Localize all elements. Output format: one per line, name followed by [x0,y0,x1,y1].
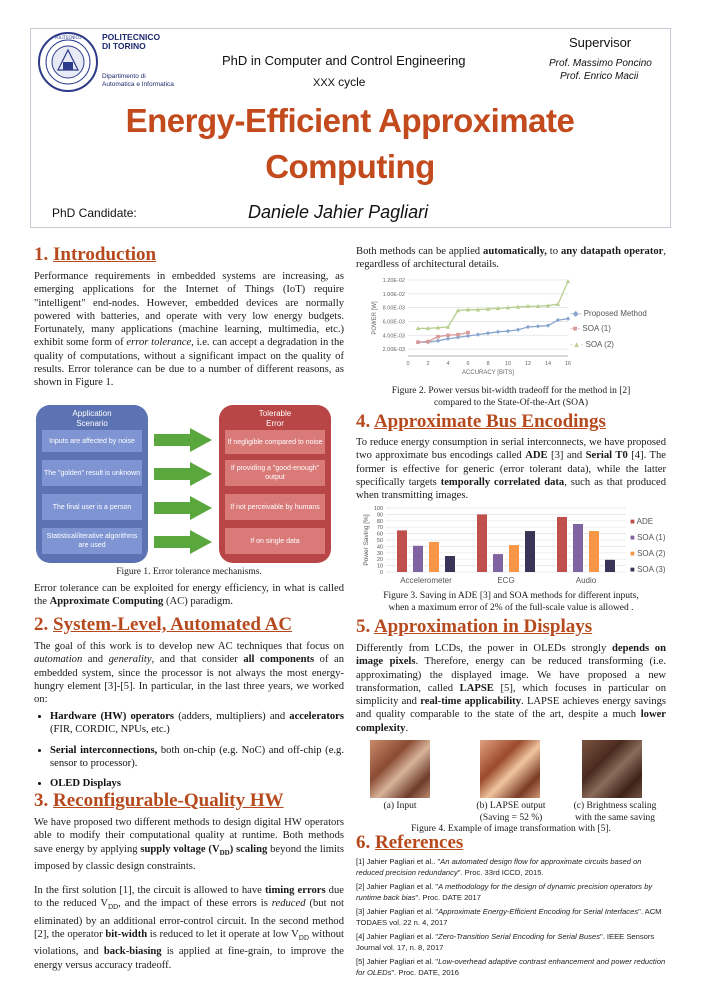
legend-item: -◆- Proposed Method [570,309,647,318]
legend-item: -▲- SOA (2) [570,340,614,349]
y-tick-label: 50 [376,538,383,544]
y-tick-label: 0 [379,570,383,576]
legend-item: ■ SOA (1) [630,533,666,542]
reference-title: Zero-Transition Serial Encoding for Serial Buses [438,932,600,941]
data-point [426,340,430,344]
caption-line: Figure 2. Power versus bit-width tradeoff for the method in [2] [391,386,631,396]
x-tick-label: ECG [497,576,515,585]
y-tick-label: 80 [376,518,383,525]
section-number: 1. [34,244,49,265]
list-item: • Hardware (HW) operators (adders, multipliers) and accelerators (FIR, CORDIC, NPUs, etc.) [50,710,344,737]
cycle-label [313,75,365,89]
green-arrow-icon [154,428,212,452]
brightness-scaling-image [582,740,642,798]
x-tick-label: 10 [504,361,512,367]
caption-line: compared to the State-Of-the-Art (SOA) [433,398,589,408]
cycle-word: cycle [338,75,366,89]
section-title: Reconfigurable-Quality HW [53,790,284,811]
approx-computing-paragraph: Error tolerance can be exploited for energy efficiency, in what is called the Approximate Computing (AC) paradigm. [34,583,344,608]
section-heading-introduction [34,244,156,266]
reference-item [356,932,666,953]
x-tick-label: 2 [426,361,430,367]
automatic-methods-paragraph: Both methods can be applied automatically, to any datapath operator, regardless of architectural details. [356,246,666,271]
error-item: If on single data [225,528,325,554]
candidate-label: PhD Candidate: [52,206,137,220]
bar [493,554,503,572]
data-point [476,332,480,336]
legend-item: ■ ADE [630,517,654,526]
data-point [436,335,440,339]
bar [397,530,407,572]
hw-paragraph-1: We have proposed two different methods to design digital HW operators able to modify their computational quality at runtime. Both methods save energy by applying supply voltage $(V_{DD})$ scaling beyond the limits imposed by classic design constraints. [34,817,344,872]
y-tick-label: 6.00E-03 [382,319,405,326]
lapse-output-image [480,740,540,798]
label-line: (b) LAPSE output [476,801,546,811]
figure4-caption: Figure 4. Example of image transformation with [5]. [411,824,611,834]
section-title: Approximation in Displays [373,616,593,637]
y-tick-label: 10 [376,563,383,570]
figure3-caption [356,590,666,614]
reference-item [356,882,666,903]
power-vs-bitwidth-chart [356,274,666,384]
y-tick-label: 8.00E-03 [382,305,405,312]
error-item: If negligible compared to noise [225,430,325,454]
x-tick-label: 16 [564,361,572,367]
legend-label: SOA (1) [582,324,611,333]
data-point [416,340,420,344]
tolerable-error-title [219,409,331,429]
section-title: Approximate Bus Encodings [373,411,606,432]
reference-venue: ". IEEE Sensors Journal vol. 17, n. 8, 2017 [356,932,655,952]
section-heading-displays [356,616,592,638]
error-item: If providing a "good-enough" output [225,460,325,486]
section-number: 5. [356,616,371,637]
section-number: 3. [34,790,49,811]
y-tick-label: 70 [376,525,383,532]
caption-line: Figure 3. Saving in ADE [3] and SOA methods for different inputs, [383,591,639,601]
legend-label: SOA (2) [585,340,614,349]
department-name [102,73,192,89]
work-areas-list [34,710,344,797]
input-image [370,740,430,798]
title-line-1: Energy-Efficient Approximate [125,102,575,139]
x-tick-label: Audio [575,576,597,585]
y-axis-label: Power Saving [%] [363,514,370,566]
intro-paragraph: Performance requirements in embedded systems are increasing, as emerging applications for the Internet of Things (IoT) require "intelligent" end-nodes. However, embedded devices are normally powered with batteries, and operate with very low energy budgets. Fortunately, many applications (machine learning, multimedia, etc.) exhibit some form of error tolerance, i.e. can accept a degradation in the quality of computations, without a significant impact on the quality of results. Error tolerance can be due to a number of different reasons, as shown in Figure 1. [34,271,344,389]
reference-title: An automated design flow for approximate circuits based on reduced precision redundancy [356,857,642,877]
figure4-label-a: (a) Input [383,801,417,811]
data-point [516,328,520,332]
reference-title: Approximate Energy-Efficient Encoding for Serial Interfaces [438,907,639,916]
cycle-roman: XXX [313,77,336,89]
series-line [418,319,568,342]
university-seal-icon [36,30,100,94]
label-line: (c) Brightness scaling [573,801,657,811]
legend-item: ■ SOA (2) [630,549,666,558]
figure2-caption [356,385,666,409]
bar [429,542,439,572]
reference-title: Low-overhead adaptive contrast enhancement and power reduction for OLEDs [356,957,666,977]
reference-authors: [1] Jahier Pagliari et al.. " [356,857,441,866]
reference-venue: ". Proc. DATE, 2016 [391,967,460,977]
bus-encodings-paragraph: To reduce energy consumption in serial interconnects, we have proposed two approximate bus encodings called ADE [3] and Serial T0 [4]. The former is effective for generic (error tolerant data), while the latter specifically targets temporally correlated data, such as that produced when transmitting images. [356,437,667,502]
references-list [356,857,666,982]
department-line-1: Dipartimento di [102,73,146,80]
figure4-label-c [565,800,665,824]
y-tick-label: 40 [376,544,383,551]
reference-item [356,907,666,928]
power-saving-bar-chart [356,504,666,590]
bar [445,556,455,572]
bar [509,545,519,572]
legend-label: SOA (2) [637,549,666,558]
data-point [436,339,440,343]
scenario-item: The final user is a person [42,494,142,520]
figure1-arrows [150,428,218,558]
y-tick-label: 4.00E-03 [382,333,405,340]
legend-label: ADE [636,517,654,526]
reference-authors: [5] Jahier Pagliari et al. " [356,957,439,966]
program-name: PhD in Computer and Control Engineering [222,53,466,68]
legend-label: SOA (3) [637,565,666,574]
bar [413,546,423,572]
reference-venue: ". Proc. 33rd ICCD, 2015. [457,867,544,877]
section-title: References [375,832,464,853]
title-line-2: Computing [265,148,435,185]
institution-line-1: POLITECNICO [102,32,161,42]
scenario-item: Statistical/iterative algorithms are used [42,528,142,554]
panel-title-line: Application [72,409,112,418]
x-tick-label: 12 [524,361,532,367]
scenario-item: The "golden" result is unknown [42,460,142,486]
legend-item: -■- SOA (1) [570,324,611,333]
data-point [506,329,510,333]
reference-venue: ". Proc. DATE 2017 [415,892,481,902]
panel-title-line: Scenario [76,419,108,428]
list-item: • Serial interconnections, both on-chip (e.g. NoC) and off-chip (e.g. sensor to processor). [50,744,344,771]
section-heading-reconfigurable-hw [34,790,284,812]
data-point [486,331,490,335]
reference-item [356,957,666,978]
green-arrow-icon [154,462,212,486]
x-tick-label: Accelerometer [400,576,452,585]
section-number: 6. [356,832,371,853]
list-item: • OLED Displays [50,777,344,790]
candidate-name: Daniele Jahier Pagliari [248,202,429,222]
y-tick-label: 90 [376,512,383,519]
caption-line: when a maximum error of 2% of the full-scale value is allowed . [388,603,634,613]
panel-title-line: Error [266,419,284,428]
section-number: 4. [356,411,371,432]
supervisor-name-1: Prof. Massimo Poncino [549,58,652,69]
bar [573,524,583,572]
application-scenario-title [36,409,148,429]
legend-item: ■ SOA (3) [630,565,666,574]
reference-title: A methodology for the design of dynamic precision operators by runtime back bias [356,882,653,902]
hw-paragraph-2: In the first solution [1], the circuit is allowed to have timing errors due to the reduced $V_{DD}$, and the impact of these errors is reduced (but not eliminated) by an additional error-control circuit. In the second method [2], the operator bit-width is reduced to let it operate at low $V_{DD}$ without violations, and back-biasing is applied at fine-grain, to improve the energy versus accuracy tradeoff. [34,885,344,971]
x-tick-label: 4 [446,361,450,367]
figure1-caption: Figure 1. Error tolerance mechanisms. [116,567,262,577]
section-number: 2. [34,614,49,635]
section-heading-system-level [34,614,292,636]
supervisor-label: Supervisor [569,35,632,50]
x-tick-label: 14 [544,361,552,367]
reference-venue: ". ACM TODAES vol. 22 n. 4, 2017 [356,907,662,927]
y-tick-label: 30 [376,550,383,557]
section-heading-references [356,832,463,854]
supervisor-name-2: Prof. Enrico Macii [560,71,639,82]
y-tick-label: 100 [373,506,383,512]
system-level-paragraph: The goal of this work is to develop new AC techniques that focus on automation and generality, and that consider all components of an embedded system, since the processor is not always the most energy-hungry element [3]-[5]. In particular, in the last three years, we worked on: [34,641,345,706]
x-tick-label: 6 [466,361,470,367]
section-title: Introduction [53,244,157,265]
bar [605,560,615,572]
x-tick-label: 0 [406,361,410,367]
svg-text:POLITECNICO: POLITECNICO [54,35,82,40]
x-axis-label: ACCURACY [BITS] [462,370,514,376]
section-title: System-Level, Automated AC [53,614,293,635]
reference-authors: [4] Jahier Pagliari et al. " [356,932,439,941]
section-heading-bus-encodings [356,411,606,433]
panel-title-line: Tolerable [258,409,292,418]
legend-label: SOA (1) [637,533,666,542]
data-point [496,330,500,334]
bar [557,517,567,572]
reference-authors: [2] Jahier Pagliari et al. " [356,882,439,891]
legend-label: Proposed Method [583,309,647,318]
green-arrow-icon [154,496,212,520]
data-point [466,331,470,335]
reference-item [356,857,666,878]
displays-paragraph: Differently from LCDs, the power in OLEDs strongly depends on image pixels. Therefore, energy can be reduced transforming (i.e. approximating) the displayed image. We have proposed a new transformation, called LAPSE [5], which focuses in particular on simplicity and real-time applicability. LAPSE achieves energy savings and quality comparable to the state of the art, despite a much lower complexity. [356,643,667,734]
data-point [456,333,460,337]
data-point [536,324,540,328]
y-tick-label: 60 [376,531,383,538]
data-point [466,334,470,338]
label-line: with the same saving [575,813,655,823]
green-arrow-icon [154,530,212,554]
label-line: (Saving = 52 %) [479,813,543,823]
institution-name [102,33,160,51]
department-line-2: Automatica e Informatica [102,81,174,88]
y-tick-label: 1.20E-02 [382,278,405,284]
data-point [446,337,450,341]
y-tick-label: 1.00E-02 [382,291,405,298]
y-tick-label: 20 [376,557,383,564]
y-tick-label: 2.00E-03 [382,347,405,354]
data-point [526,325,530,329]
scenario-item: Inputs are affected by noise [42,430,142,452]
figure4-label-b [466,800,556,824]
bar [477,514,487,572]
bar [589,531,599,572]
data-point [446,333,450,337]
error-item: If not perceivable by humans [225,494,325,520]
y-axis-label: POWER [W] [372,301,378,335]
poster-title [60,98,640,190]
institution-line-2: DI TORINO [102,41,146,51]
x-tick-label: 8 [486,361,490,367]
reference-authors: [3] Jahier Pagliari et al. " [356,907,439,916]
bar [525,531,535,572]
